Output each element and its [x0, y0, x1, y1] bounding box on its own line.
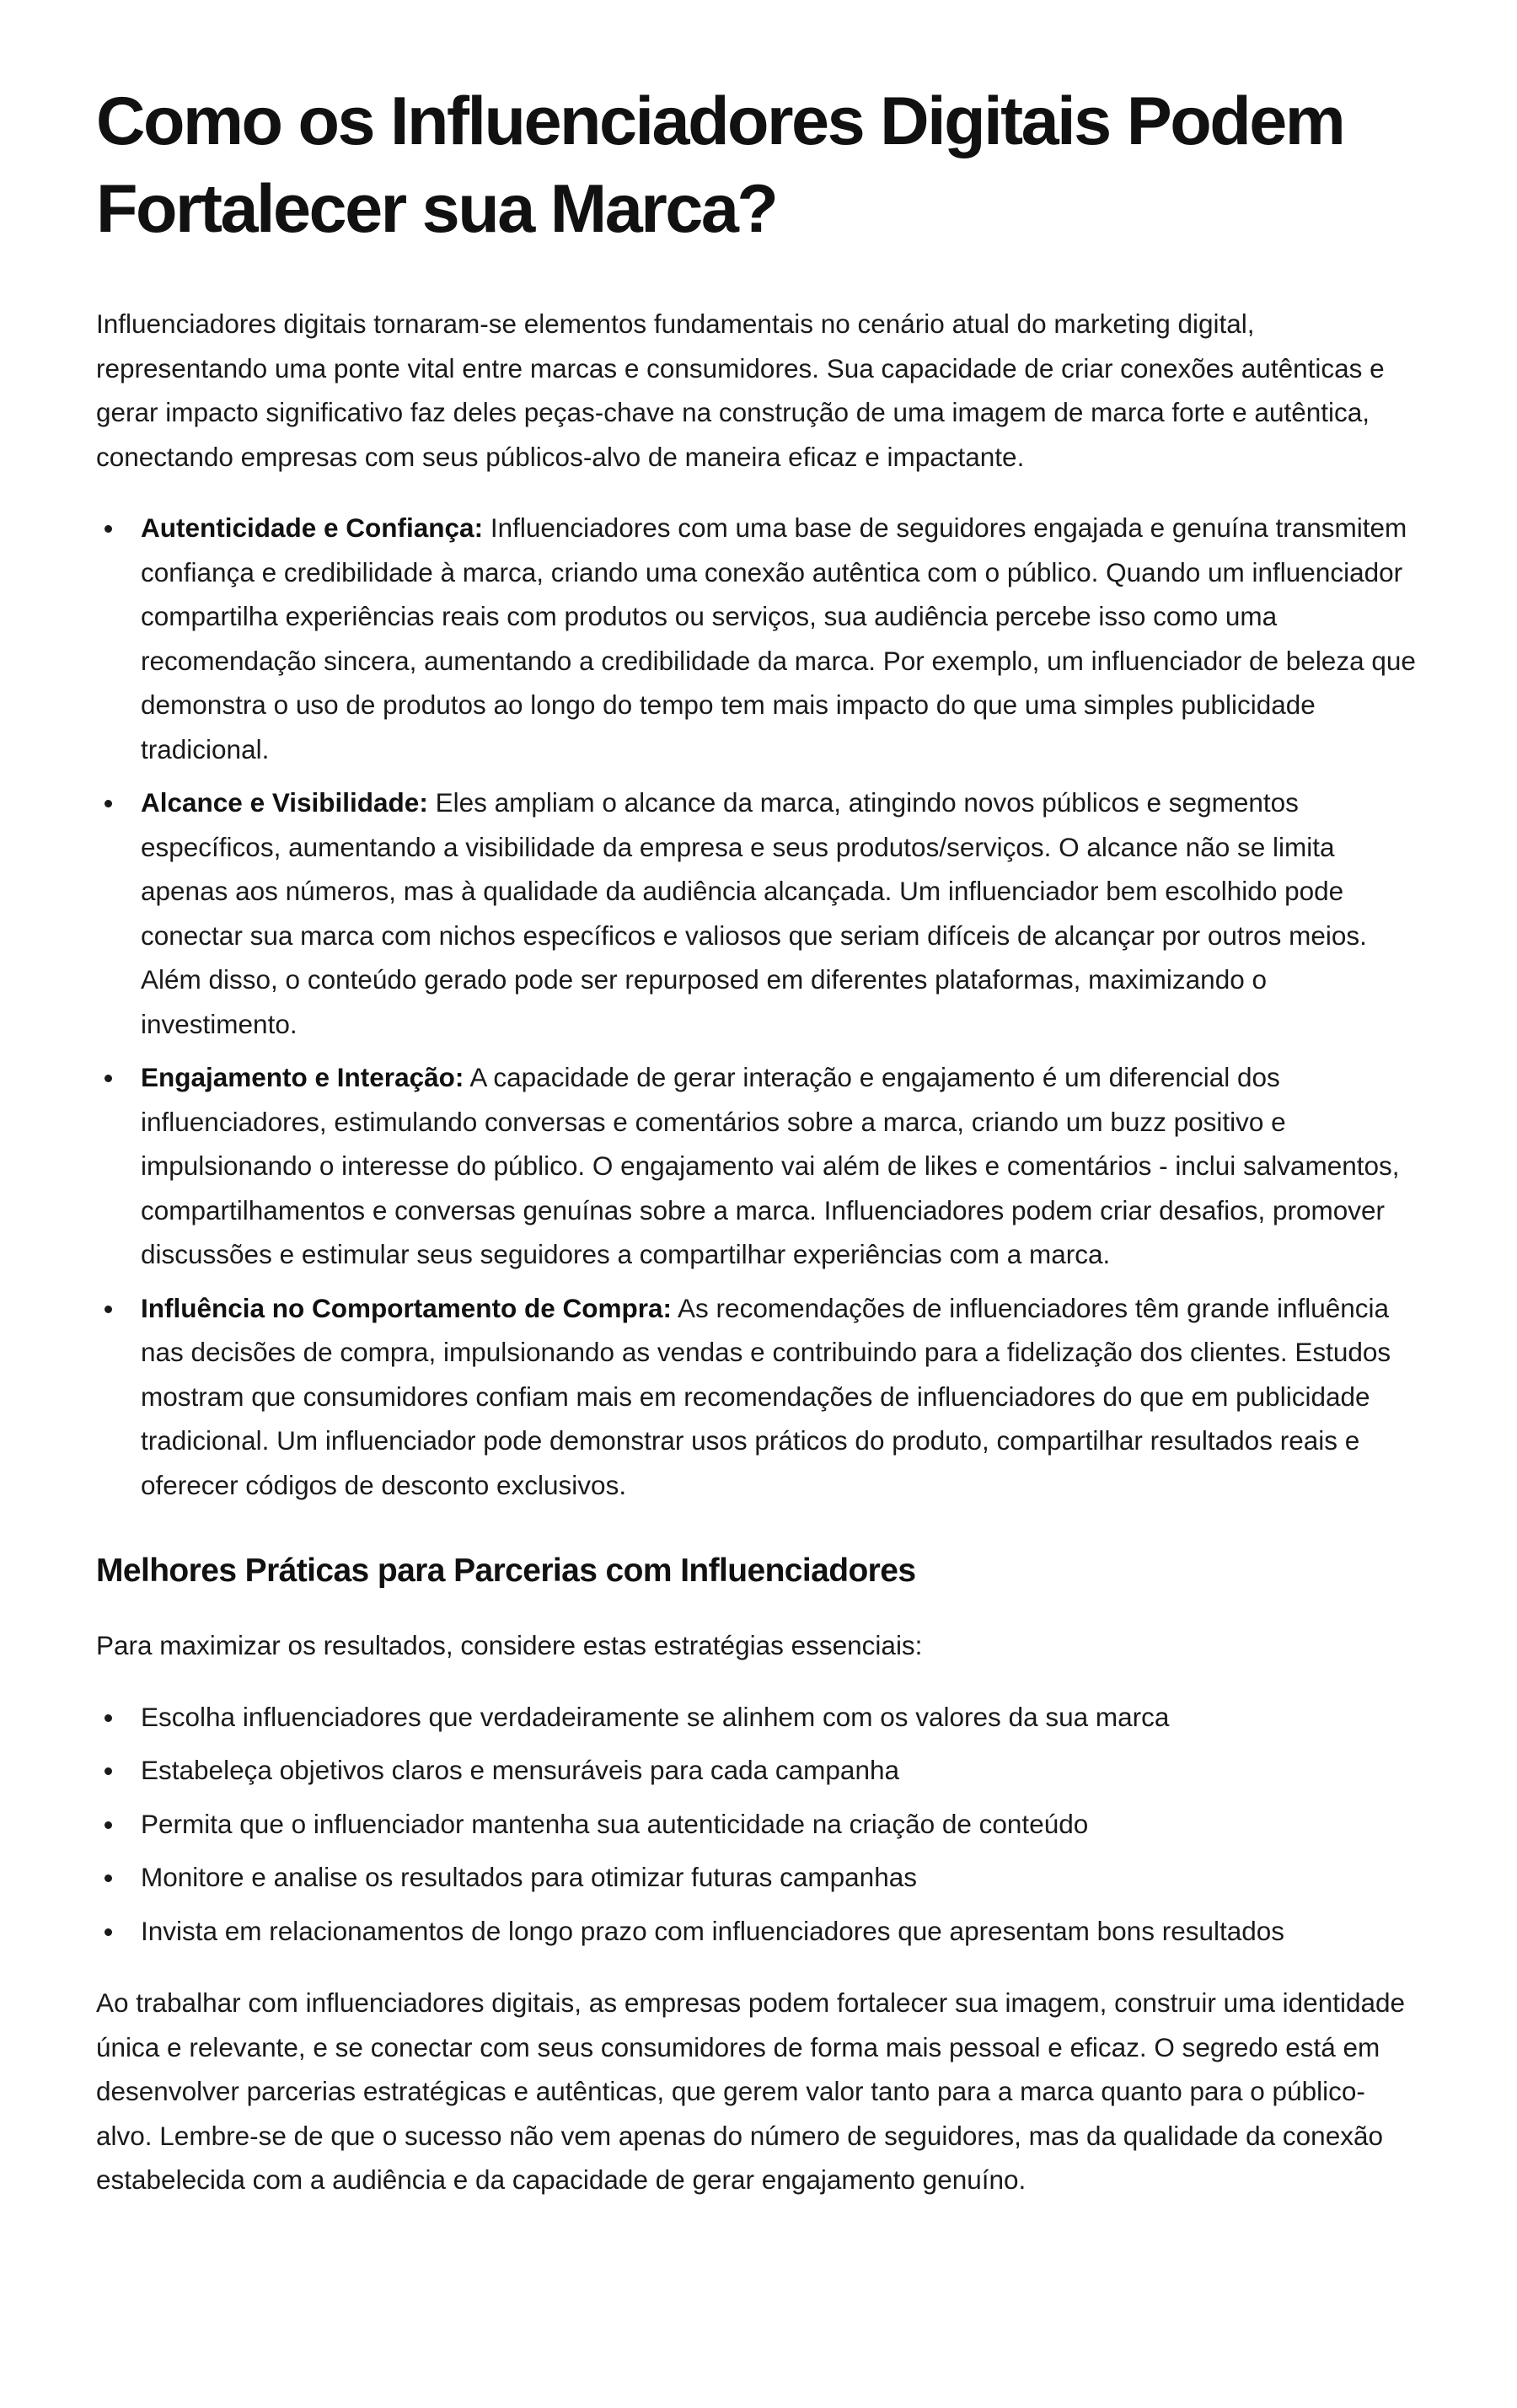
feature-item-authenticity: [96, 506, 1421, 771]
feature-item-purchase-influence: [96, 1286, 1421, 1508]
feature-text: A capacidade de gerar interação e engajamento é um diferencial dos influenciadores, estimulando conversas e comentários sobre a marca, criando um buzz positivo e impulsionando o interesse do público. O engajamento vai além de likes e comentários - inclui salvamentos, compartilhamentos e conversas genuínas sobre a marca. Influenciadores podem criar desafios, promover discussões e estimular seus seguidores a compartilhar experiências com a marca.: [141, 1062, 1400, 1269]
practice-item: Permita que o influenciador mantenha sua autenticidade na criação de conteúdo: [96, 1802, 1421, 1847]
feature-term: Engajamento e Interação:: [141, 1062, 464, 1092]
feature-term: Autenticidade e Confiança:: [141, 512, 484, 543]
feature-text: Influenciadores com uma base de seguidores engajada e genuína transmitem confiança e credibilidade à marca, criando uma conexão autêntica com o público. Quando um influenciador compartilha experiências reais com produtos ou serviços, sua audiência percebe isso como uma recomendação sincera, aumentando a credibilidade da marca. Por exemplo, um influenciador de beleza que demonstra o uso de produtos ao longo do tempo tem mais impacto do que uma simples publicidade tradicional.: [141, 512, 1416, 764]
practice-item: Monitore e analise os resultados para otimizar futuras campanhas: [96, 1855, 1421, 1900]
intro-paragraph: Influenciadores digitais tornaram-se elementos fundamentais no cenário atual do marketing digital, representando uma ponte vital entre marcas e consumidores. Sua capacidade de criar conexões autênticas e gerar impacto significativo faz deles peças-chave na construção de uma imagem de marca forte e autêntica, conectando empresas com seus públicos-alvo de maneira eficaz e impactante.: [96, 308, 1385, 472]
practice-item: Escolha influenciadores que verdadeiramente se alinhem com os valores da sua marca: [96, 1695, 1421, 1740]
practice-item: Invista em relacionamentos de longo prazo com influenciadores que apresentam bons resultados: [96, 1909, 1421, 1954]
article-title: Como os Influenciadores Digitais Podem Fortalecer sua Marca?: [96, 83, 1344, 247]
practices-heading: Melhores Práticas para Parcerias com Influenciadores: [96, 1553, 916, 1589]
practices-intro: Para maximizar os resultados, considere estas estratégias essenciais:: [96, 1630, 923, 1660]
practices-list: [96, 1695, 1421, 1954]
feature-term: Influência no Comportamento de Compra:: [141, 1292, 673, 1323]
feature-term: Alcance e Visibilidade:: [141, 787, 428, 818]
feature-text: As recomendações de influenciadores têm grande influência nas decisões de compra, impulsionando as vendas e contribuindo para a fidelização dos clientes. Estudos mostram que consumidores confiam mais em recomendações de influenciadores do que em publicidade tradicional. Um influenciador pode demonstrar usos práticos do produto, compartilhar resultados reais e oferecer códigos de desconto exclusivos.: [141, 1292, 1391, 1500]
feature-item-reach: [96, 780, 1421, 1046]
feature-list: [96, 506, 1421, 1507]
feature-text: Eles ampliam o alcance da marca, atingindo novos públicos e segmentos específicos, aumentando a visibilidade da empresa e seus produtos/serviços. O alcance não se limita apenas aos números, mas à qualidade da audiência alcançada. Um influenciador bem escolhido pode conectar sua marca com nichos específicos e valiosos que seriam difíceis de alcançar por outros meios. Além disso, o conteúdo gerado pode ser repurposed em diferentes plataformas, maximizando o investimento.: [141, 787, 1367, 1039]
practice-item: Estabeleça objetivos claros e mensuráveis para cada campanha: [96, 1748, 1421, 1793]
conclusion-paragraph: Ao trabalhar com influenciadores digitais, as empresas podem fortalecer sua imagem, construir uma identidade única e relevante, e se conectar com seus consumidores de forma mais pessoal e eficaz. O segredo está em desenvolver parcerias estratégicas e autênticas, que gerem valor tanto para a marca quanto para o público-alvo. Lembre-se de que o sucesso não vem apenas do número de seguidores, mas da qualidade da conexão estabelecida com a audiência e da capacidade de gerar engajamento genuíno.: [96, 1987, 1406, 2195]
feature-item-engagement: [96, 1055, 1421, 1277]
